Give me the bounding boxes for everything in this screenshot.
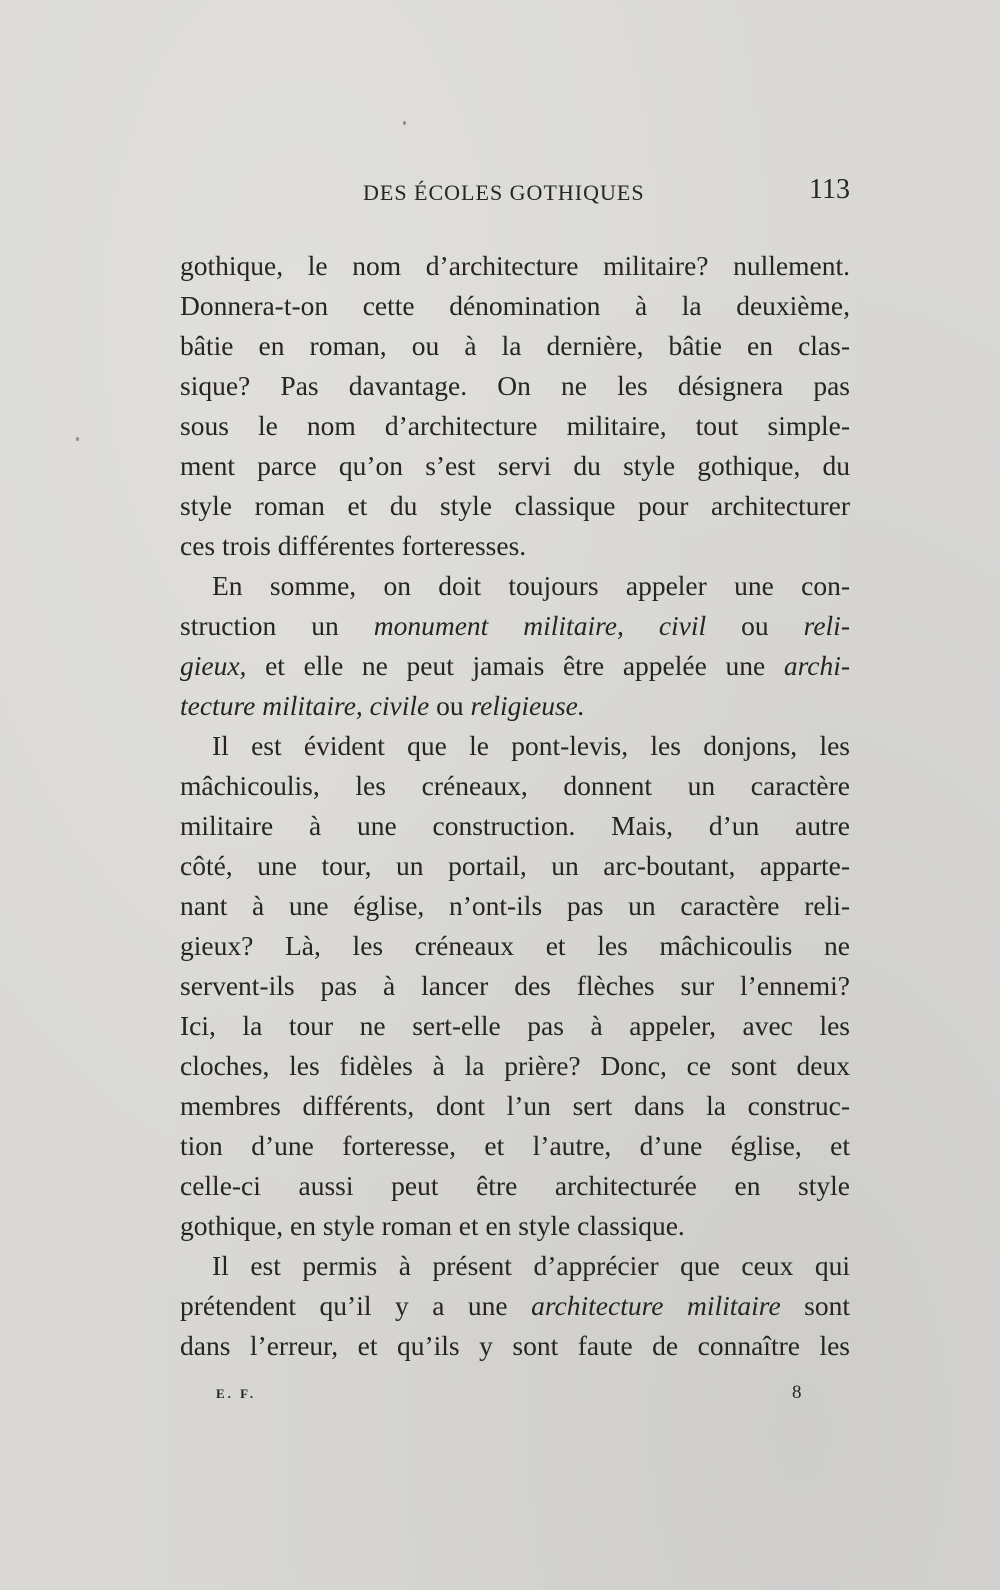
text-run: militaire à une construction. Mais, d’un autre (180, 810, 850, 841)
text-line (180, 246, 850, 286)
italic-text: monument militaire, civil (373, 610, 707, 641)
text-line (180, 526, 850, 566)
text-run: Donnera-t-on cette dénomination à la deuxième, (180, 290, 850, 321)
text-line (180, 806, 850, 846)
text-run: gothique, en style roman et en style classique. (180, 1210, 685, 1241)
text-line (180, 446, 850, 486)
paper-speck (403, 121, 406, 125)
text-line (180, 1206, 850, 1246)
text-line (180, 1126, 850, 1166)
text-line (180, 1326, 850, 1366)
text-run: Il est permis à présent d’apprécier que ceux qui (212, 1250, 850, 1281)
text-run: celle-ci aussi peut être architecturée en style (180, 1170, 850, 1201)
text-run: dans l’erreur, et qu’ils y sont faute de connaître les (180, 1330, 850, 1361)
page-footer (180, 1382, 850, 1416)
text-line (180, 1046, 850, 1086)
italic-text: archi- (783, 650, 850, 681)
text-line (180, 286, 850, 326)
text-run: sique? Pas davantage. On ne les désignera pas (180, 370, 850, 401)
text-line (180, 686, 850, 726)
text-line (180, 566, 850, 606)
page-number: 113 (809, 174, 850, 205)
text-line (180, 1246, 850, 1286)
text-run: struction un (180, 610, 374, 641)
text-line (180, 726, 850, 766)
paper-speck (76, 437, 79, 441)
text-line (180, 366, 850, 406)
text-run: ment parce qu’on s’est servi du style gothique, du (180, 450, 850, 481)
running-title: DES ÉCOLES GOTHIQUES (363, 180, 645, 205)
text-run: ces trois différentes forteresses. (180, 530, 527, 561)
text-line (180, 886, 850, 926)
text-run: nant à une église, n’ont-ils pas un caractère reli- (180, 890, 850, 921)
text-run: Ici, la tour ne sert-elle pas à appeler, avec les (180, 1010, 850, 1041)
text-line (180, 846, 850, 886)
text-run: En somme, on doit toujours appeler une con- (212, 570, 850, 601)
text-run: gieux? Là, les créneaux et les mâchicoulis ne (180, 930, 850, 961)
text-run: Il est évident que le pont-levis, les donjons, les (212, 730, 850, 761)
text-run: sous le nom d’architecture militaire, tout simple- (180, 410, 850, 441)
body-text (180, 246, 850, 1366)
text-run: et elle ne peut jamais être appelée une (246, 650, 784, 681)
italic-text: architecture militaire (531, 1290, 781, 1321)
italic-text: reli- (803, 610, 850, 641)
text-line (180, 1006, 850, 1046)
italic-text: gieux, (180, 650, 247, 681)
text-run: tion d’une forteresse, et l’autre, d’une église, et (180, 1130, 850, 1161)
text-run: servent-ils pas à lancer des flèches sur l’ennemi? (180, 970, 850, 1001)
text-line (180, 1286, 850, 1326)
italic-text: religieuse. (470, 690, 585, 721)
text-run: cloches, les fidèles à la prière? Donc, ce sont deux (180, 1050, 850, 1081)
text-line (180, 926, 850, 966)
text-run: ou (706, 610, 804, 641)
text-line (180, 1166, 850, 1206)
printer-signature: E. F. (216, 1386, 257, 1401)
running-head (180, 174, 850, 214)
signature-number: 8 (792, 1382, 802, 1403)
text-run: mâchicoulis, les créneaux, donnent un caractère (180, 770, 850, 801)
text-run: sont (780, 1290, 850, 1321)
text-line (180, 606, 850, 646)
italic-text: tecture militaire, civile (180, 690, 430, 721)
text-run: ou (429, 690, 471, 721)
text-run: style roman et du style classique pour architecturer (180, 490, 850, 521)
text-line (180, 406, 850, 446)
text-line (180, 1086, 850, 1126)
text-line (180, 966, 850, 1006)
text-run: prétendent qu’il y a une (180, 1290, 532, 1321)
text-line (180, 326, 850, 366)
text-line (180, 766, 850, 806)
text-line (180, 486, 850, 526)
text-run: gothique, le nom d’architecture militaire? nullement. (180, 250, 850, 281)
text-line (180, 646, 850, 686)
text-run: bâtie en roman, ou à la dernière, bâtie en clas- (180, 330, 850, 361)
text-run: côté, une tour, un portail, un arc-boutant, apparte- (180, 850, 850, 881)
text-run: membres différents, dont l’un sert dans la construc- (180, 1090, 850, 1121)
